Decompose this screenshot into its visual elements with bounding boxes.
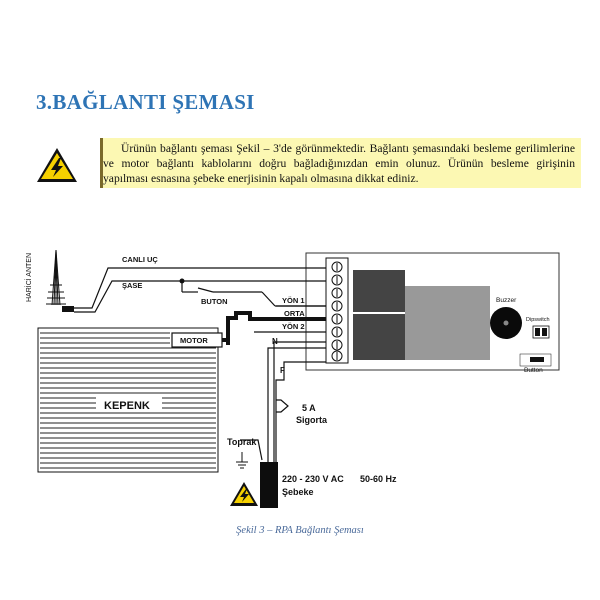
- ground-icon: [236, 462, 248, 468]
- buton-label: BUTON: [201, 297, 228, 306]
- motor-label: MOTOR: [180, 336, 208, 345]
- kepenk-label: KEPENK: [104, 400, 150, 412]
- yon1-label: YÖN 1: [282, 296, 305, 305]
- supply-voltage: 220 - 230 V AC: [282, 474, 344, 484]
- orta-label: ORTA: [284, 309, 305, 318]
- button-label: Button: [524, 367, 543, 374]
- transformer: [405, 286, 490, 360]
- warning-note-text: Ürünün bağlantı şeması Şekil – 3'de görünmektedir. Bağlantı şemasındaki besleme gerilimlerine ve motor bağlantı kablolarını doğru bağladığınızdan emin olunuz. Ürünün besleme girişinin yapılması esnasına şebeke enerjisinin kapalı olmasına dikkat ediniz.: [103, 142, 575, 186]
- high-voltage-warning-icon: [230, 482, 258, 506]
- figure-caption: Şekil 3 – RPA Bağlantı Şeması: [236, 525, 364, 536]
- fuse-icon: [276, 400, 288, 412]
- mains-supply-block: [260, 462, 278, 508]
- fuse-rating: 5 A: [302, 403, 316, 413]
- n-label: N: [272, 337, 278, 346]
- connection-diagram: [0, 230, 600, 520]
- toprak-label: Toprak: [227, 437, 257, 447]
- buzzer-label: Buzzer: [496, 297, 517, 304]
- antenna-label: HARİCİ ANTEN: [26, 252, 33, 302]
- sebeke-label: Şebeke: [282, 487, 314, 497]
- dipswitch-label: Dipswitch: [526, 317, 550, 323]
- relay-2: [353, 314, 405, 360]
- board-button: [530, 357, 544, 362]
- relay-1: [353, 270, 405, 312]
- supply-freq: 50-60 Hz: [360, 474, 397, 484]
- fuse-label: Sigorta: [296, 415, 328, 425]
- antenna-icon: [46, 250, 66, 305]
- high-voltage-warning-icon: [35, 146, 79, 184]
- sase-label: ŞASE: [122, 281, 143, 290]
- canli-uc-label: CANLI UÇ: [122, 255, 158, 264]
- f-label: F: [280, 366, 285, 375]
- yon2-label: YÖN 2: [282, 322, 305, 331]
- section-heading: 3.BAĞLANTI ŞEMASI: [36, 90, 255, 114]
